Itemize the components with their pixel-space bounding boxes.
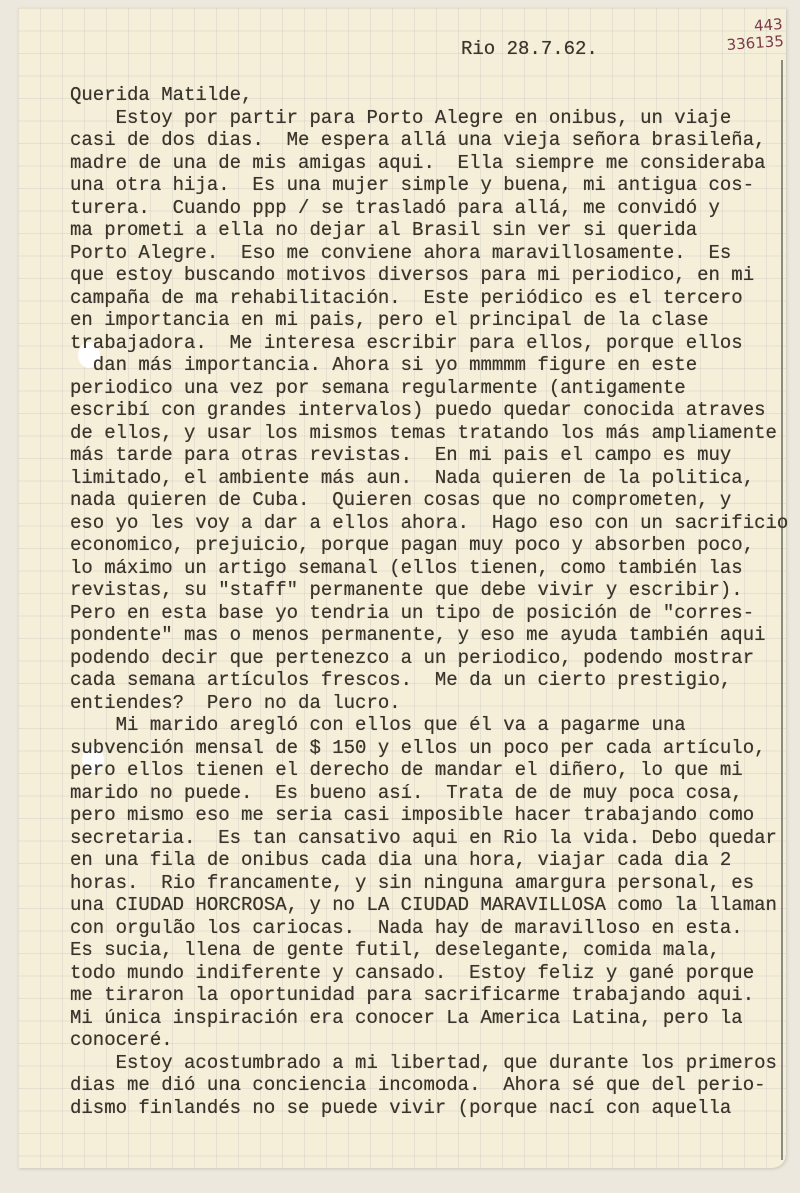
letter-line: Porto Alegre. Eso me conviene ahora maravillosamente. Es [70,241,732,264]
letter-line: campaña de ma rehabilitación. Este periódico es el tercero [70,286,743,309]
letter-line: Estoy por partir para Porto Alegre en onibus, un viaje [70,106,732,129]
letter-date: Rio 28.7.62. [461,38,598,60]
letter-line: con orgulão los cariocas. Nada hay de maravilloso en esta. [70,916,743,939]
letter-line: de ellos, y usar los mismos temas tratando los más ampliamente [70,421,777,444]
letter-line: una CIUDAD HORCROSA, y no LA CIUDAD MARAVILLOSA como la llaman [70,894,777,916]
letter-line: limitado, el ambiente más aun. Nada quieren de la politica, [70,466,755,489]
letter-line: Es sucia, llena de gente futil, deselegante, comida mala, [70,939,720,961]
letter-line: Pero en esta base yo tendria un tipo de posición de "corres- [70,601,755,624]
letter-body [70,84,788,1119]
letter-line: pero ellos tienen el derecho de mandar el diñero, lo que mi [70,759,743,781]
letter-line: dan más importancia. Ahora si yo mmmmm figure en este [70,354,698,376]
letter-line: en una fila de onibus cada dia una hora, viajar cada dia 2 [70,849,732,871]
letter-line: me tiraron la oportunidad para sacrificarme trabajando aqui. [70,984,755,1006]
letter-line: madre de una de mis amigas aqui. Ella siempre me consideraba [70,151,766,174]
letter-line: economico, prejuicio, porque pagan muy poco y absorben poco, [70,534,755,556]
letter-line: que estoy buscando motivos diversos para mi periodico, en mi [70,264,755,286]
letter-line: Estoy acostumbrado a mi libertad, que durante los primeros [70,1051,777,1074]
letter-line: pero mismo eso me seria casi imposible hacer trabajando como [70,804,755,826]
letter-line: trabajadora. Me interesa escribir para ellos, porque ellos [70,331,743,354]
letter-line: más tarde para otras revistas. En mi pais el campo es muy [70,444,732,466]
letter-line: horas. Rio francamente, y sin ninguna amargura personal, es [70,871,755,894]
letter-line: entiendes? Pero no da lucro. [70,691,401,714]
archive-number-line-1: 443 [753,15,784,36]
letter-line: Mi única inspiración era conocer La America Latina, pero la [70,1006,743,1029]
archive-number-line-2: 336135 [726,32,785,54]
letter-line: lo máximo un artigo semanal (ellos tienen, como también las [70,556,743,579]
letter-line: escribí con grandes intervalos) puedo quedar conocida atraves [70,399,766,421]
letter-line: nada quieren de Cuba. Quieren cosas que no comprometen, y [70,489,732,511]
letter-line: conoceré. [70,1029,173,1051]
letter-line: periodico una vez por semana regularmente (antigamente [70,376,686,399]
letter-line: ma prometi a ella no dejar al Brasil sin ver si querida [70,219,698,241]
letter-line: una otra hija. Es una mujer simple y buena, mi antigua cos- [70,174,755,196]
letter-line: marido no puede. Es bueno así. Trata de de muy poca cosa, [70,781,743,804]
letter-line: cada semana artículos frescos. Me da un cierto prestigio, [70,669,732,691]
letter-line: dias me dió una conciencia incomoda. Ahora sé que del perio- [70,1074,766,1096]
letter-line: secretaria. Es tan cansativo aqui en Rio la vida. Debo quedar [70,826,777,849]
letter-line: podendo decir que pertenezco a un periodico, podendo mostrar [70,646,755,669]
letter-line: Mi marido aregló con ellos que él va a pagarme una [70,714,686,736]
letter-line: eso yo les voy a dar a ellos ahora. Hago eso con un sacrificio [70,511,789,534]
handwritten-archive-number [725,16,784,54]
letter-line: dismo finlandés no se puede vivir (porque nací con aquella [70,1096,732,1119]
letter-line: todo mundo indiferente y cansado. Estoy feliz y gané porque [70,961,755,984]
letter-line: revistas, su "staff" permanente que debe vivir y escribir). [70,579,743,601]
letter-line: subvención mensal de $ 150 y ellos un poco per cada artículo, [70,736,766,759]
letter-line: casi de dos dias. Me espera allá una vieja señora brasileña, [70,129,766,151]
letter-line: en importancia en mi pais, pero el principal de la clase [70,309,709,331]
letter-line: turera. Cuando ppp / se trasladó para allá, me convidó y [70,196,720,219]
letter-salutation: Querida Matilde, [70,84,253,106]
letter-line: pondente" mas o menos permanente, y eso me ayuda también aqui [70,624,766,646]
